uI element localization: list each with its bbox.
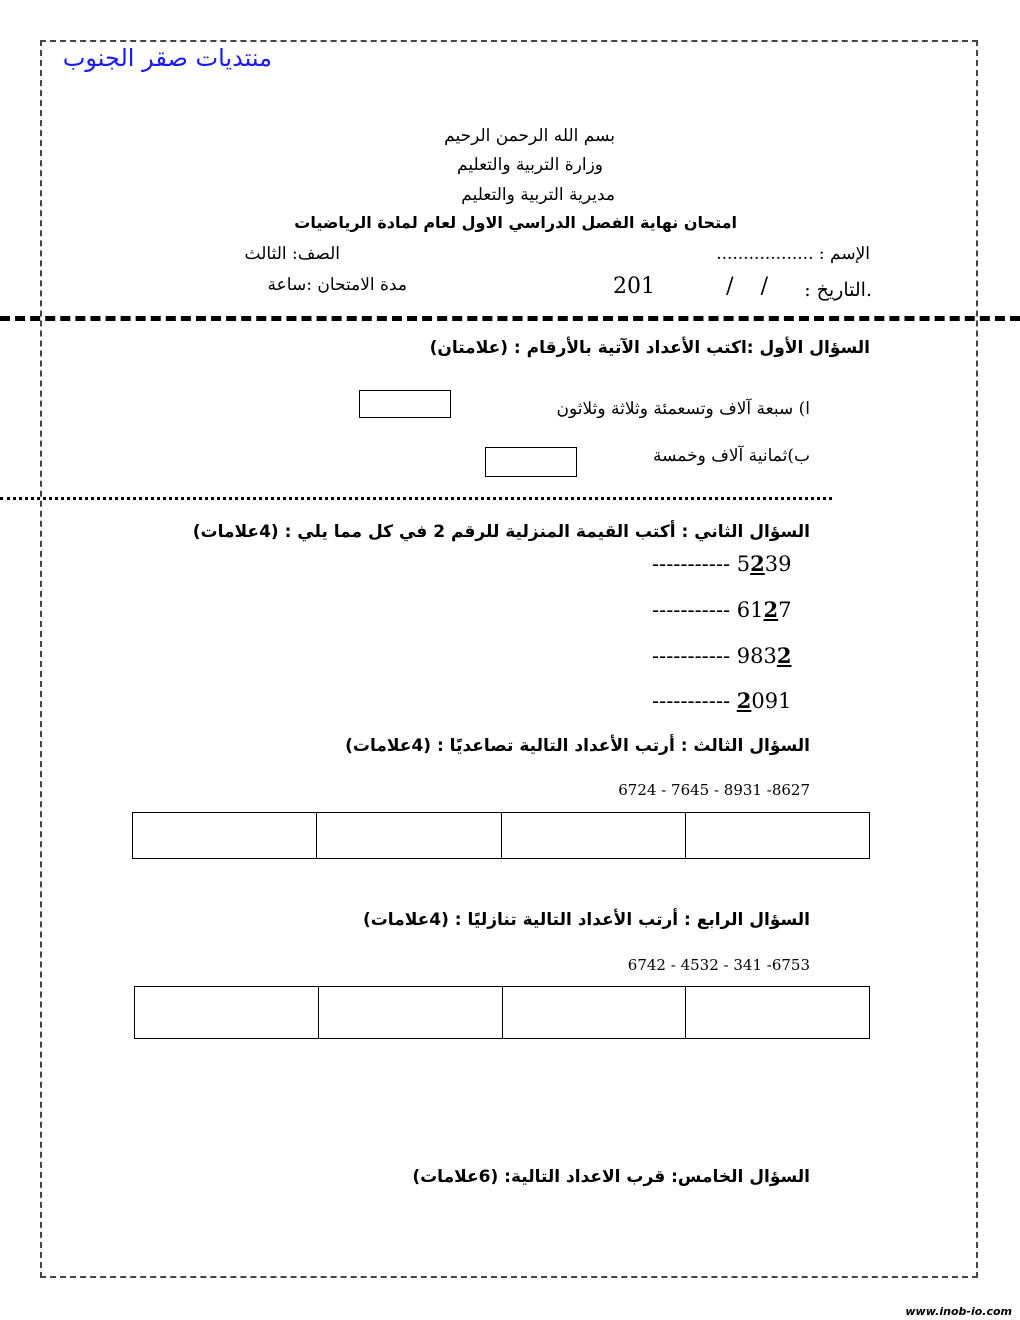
q3-answer-cell[interactable] xyxy=(133,813,317,859)
highlighted-digit: 2 xyxy=(736,688,752,713)
date-year: 201 xyxy=(613,274,655,299)
duration-label: مدة الامتحان :ساعة xyxy=(267,275,407,295)
q1-title: السؤال الأول :اكتب الأعداد الآتية بالأرقام : (علامتان) xyxy=(429,338,870,358)
q2-blank: ----------- xyxy=(652,689,737,713)
q2-blank: ----------- xyxy=(652,644,737,668)
basmala: بسم الله الرحمن الرحيم xyxy=(444,126,615,146)
q1-item-b: ب)ثمانية آلاف وخمسة xyxy=(652,446,810,466)
q4-answer-cell[interactable] xyxy=(135,987,319,1039)
ministry-name: وزارة التربية والتعليم xyxy=(457,155,603,175)
q2-line-4: ----------- 2091 xyxy=(652,688,792,713)
q2-blank: ----------- xyxy=(652,552,737,576)
q5-title: السؤال الخامس: قرب الاعداد التالية: (6علامات) xyxy=(412,1167,810,1187)
q1-item-a: ا) سبعة آلاف وتسعمئة وثلاثة وثلاثون xyxy=(556,399,810,419)
forum-watermark: منتديات صقر الجنوب xyxy=(62,44,272,72)
q3-answer-cell[interactable] xyxy=(685,813,869,859)
q4-title: السؤال الرابع : أرتب الأعداد التالية تنازليًا : (4علامات) xyxy=(362,910,810,930)
directorate-name: مديرية التربية والتعليم xyxy=(461,185,615,205)
dotted-separator xyxy=(0,497,832,500)
exam-title: امتحان نهاية الفصل الدراسي الاول لعام لمادة الرياضيات xyxy=(294,213,737,232)
student-name-field: الإسم : .................. xyxy=(716,244,870,264)
q2-line-1: ----------- 5239 xyxy=(652,551,792,576)
q2-line-3: ----------- 9832 xyxy=(652,643,792,668)
q1-answer-box-a[interactable] xyxy=(359,390,451,418)
q4-answer-cell[interactable] xyxy=(686,987,870,1039)
q3-answer-cell[interactable] xyxy=(317,813,501,859)
q2-line-2: ----------- 6127 xyxy=(652,597,792,622)
q3-numbers: 6724 - 7645 - 8931 -8627 xyxy=(618,781,810,799)
q4-numbers: 6742 - 4532 - 341 -6753 xyxy=(627,956,810,974)
date-label: .التاريخ : xyxy=(804,279,872,301)
header-separator xyxy=(0,316,1020,321)
q4-answer-cell[interactable] xyxy=(502,987,686,1039)
q3-answer-table xyxy=(132,812,870,859)
highlighted-digit: 2 xyxy=(763,597,779,622)
q2-blank: ----------- xyxy=(652,598,737,622)
q3-title: السؤال الثالث : أرتب الأعداد التالية تصاعديًا : (4علامات) xyxy=(345,736,810,756)
q3-answer-cell[interactable] xyxy=(501,813,685,859)
highlighted-digit: 2 xyxy=(750,551,765,576)
class-label: الصف: الثالث xyxy=(244,244,340,264)
q2-title: السؤال الثاني : أكتب القيمة المنزلية للرقم 2 في كل مما يلي : (4علامات) xyxy=(192,522,810,542)
footer-url: www.inob-io.com xyxy=(905,1305,1012,1318)
q4-answer-table xyxy=(134,986,870,1039)
q4-answer-cell[interactable] xyxy=(318,987,502,1039)
highlighted-digit: 2 xyxy=(776,643,792,668)
date-slashes: / / xyxy=(726,274,768,299)
q1-answer-box-b[interactable] xyxy=(485,447,577,477)
